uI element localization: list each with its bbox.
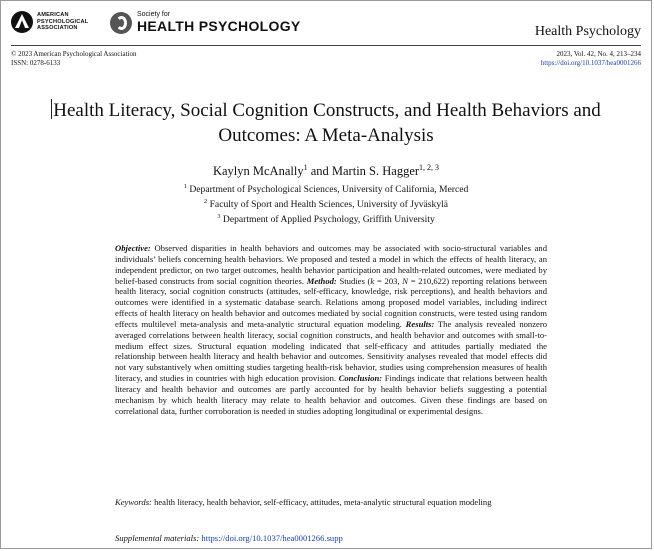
apa-logo-icon <box>11 11 33 33</box>
affiliation-mark: 1 <box>183 183 187 190</box>
supplemental-label: Supplemental materials: <box>115 533 200 543</box>
publication-meta-right <box>541 50 641 67</box>
publication-meta-left <box>11 50 136 67</box>
article-title-text: Health Literacy, Social Cognition Constructs, and Health Behaviors and Outcomes: A Meta-Analysis <box>53 100 601 146</box>
affiliation-mark: 2 <box>203 198 208 206</box>
society-small-text: Society for <box>137 11 171 18</box>
doi-link[interactable]: https://doi.org/10.1037/hea0001266 <box>540 58 641 67</box>
abstract-k-symbol: k <box>370 275 375 286</box>
society-logo-text <box>137 11 301 34</box>
society-logo-icon <box>110 12 132 34</box>
apa-logo-line: AMERICAN <box>37 12 69 19</box>
abstract-objective-text: Observed disparities in health behaviors and outcomes may be associated with socio-structural variables and individuals’ beliefs concerning health behaviors. We proposed and tested a model in which the effects of health literacy, an independent predictor, on two target outcomes, health behavior participation and health-related outcomes, were mediated by belief-based constructs from social cognition theories. <box>115 243 547 286</box>
apa-logo-line: ASSOCIATION <box>37 25 78 32</box>
affiliation-mark: 3 <box>217 213 221 221</box>
article-title[interactable] <box>31 98 621 148</box>
apa-logo-text <box>37 12 88 32</box>
author-list <box>1 163 651 179</box>
abstract-method-text-cont: ) reporting relations between health literacy, social cognition constructs (attitudes, self-efficacy, knowledge, risk perceptions), and health behaviors and outcomes were identified in a systematic database search. Relations among proposed model variables, including indirect effects of health literacy on health behavior and outcomes mediated by social cognition constructs, were tested using random effects multilevel meta-analysis and meta-analytic structural equation modeling. <box>115 275 547 329</box>
abstract-results-text: The analysis revealed nonzero averaged correlations between health literacy, social cognition constructs, and health behavior and outcomes with small-to-medium effect sizes. Structural equation modeling indicated that self-efficacy and attitudes partially mediated the relationship between health literacy and health behavior and outcomes. Sensitivity analyses revealed that model effects did not vary substantively when omitting studies targeting health-risk behavior, studies using comprehension measures of health literacy, and studies in countries with high education provision. <box>115 318 547 384</box>
affiliation-list <box>1 181 651 227</box>
abstract-conclusion-label: Conclusion: <box>338 373 383 384</box>
supplemental-link[interactable]: https://doi.org/10.1037/hea0001266.supp <box>201 533 343 543</box>
author-affiliation-mark: 1 <box>303 163 308 172</box>
society-big-text: HEALTH PSYCHOLOGY <box>137 18 301 34</box>
abstract-k-value: = 203, <box>374 275 403 286</box>
keywords <box>115 497 547 508</box>
author-name: Martin S. Hagger <box>331 164 420 179</box>
abstract-results-label: Results: <box>405 318 435 329</box>
author-affiliation-mark: 1, 2, 3 <box>419 163 440 172</box>
volume-info: 2023, Vol. 42, No. 4, 213–234 <box>556 50 641 58</box>
author-name: Kaylyn McAnally <box>212 164 304 179</box>
copyright: © 2023 American Psychological Association <box>11 50 137 58</box>
abstract-method-label: Method: <box>306 275 337 286</box>
affiliation-text: Faculty of Sport and Health Sciences, University of Jyväskylä <box>209 199 449 211</box>
apa-logo <box>11 11 88 33</box>
society-logo <box>110 11 301 34</box>
abstract-conclusion-text: Findings indicate that relations between health literacy and health behavior and outcomes are partly accounted for by health behavior beliefs suggesting a potential mechanism by which health literacy may relate to health behavior and outcomes. Given these findings are based on correlational data, further corroboration is needed in studies adopting longitudinal or experimental designs. <box>115 373 547 416</box>
abstract-objective-label: Objective: <box>115 243 151 253</box>
abstract <box>115 243 547 417</box>
keywords-text: health literacy, health behavior, self-efficacy, attitudes, meta-analytic structural equation modeling <box>151 497 492 507</box>
abstract-n-value: = 210,622 <box>408 275 447 286</box>
header-rule <box>11 45 641 46</box>
supplemental-materials <box>115 533 547 544</box>
abstract-method-text: Studies ( <box>336 275 371 286</box>
issn: ISSN: 0278-6133 <box>11 58 61 67</box>
abstract-n-symbol: N <box>402 275 409 286</box>
affiliation-text: Department of Psychological Sciences, University of California, Merced <box>189 184 469 196</box>
journal-title: Health Psychology <box>534 24 641 39</box>
affiliation <box>1 196 651 211</box>
affiliation <box>1 211 651 226</box>
affiliation-text: Department of Applied Psychology, Griffith University <box>222 214 435 226</box>
apa-logo-line: PSYCHOLOGICAL <box>37 18 89 25</box>
affiliation <box>1 181 651 196</box>
author-joiner: and <box>307 164 332 179</box>
keywords-label: Keywords: <box>115 497 152 507</box>
